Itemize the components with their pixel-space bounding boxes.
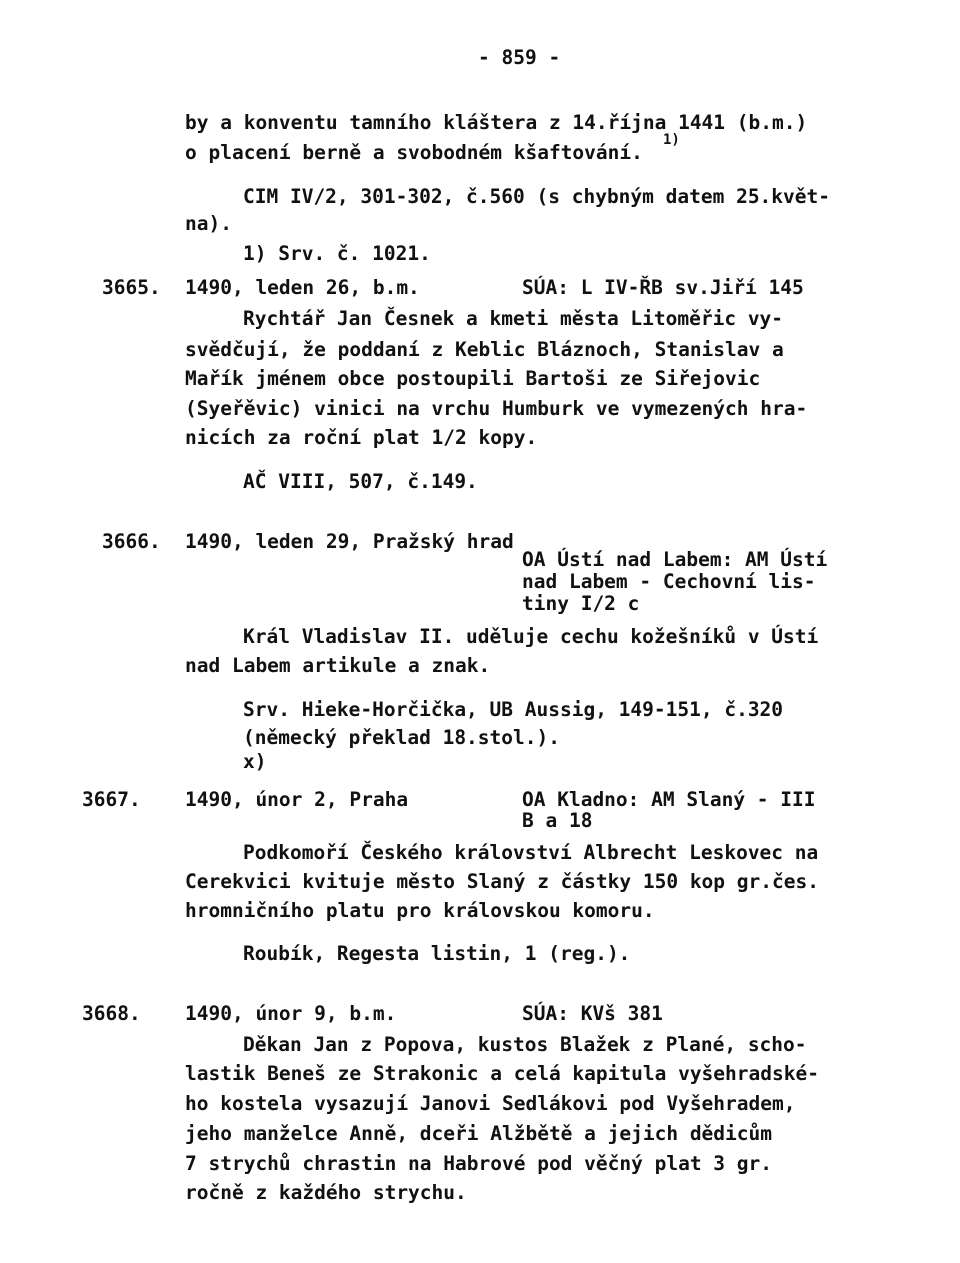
entry-text-line: nad Labem artikule a znak. bbox=[185, 654, 491, 677]
entry-reference: AČ VIII, 507, č.149. bbox=[243, 470, 478, 493]
entry-text-line: ročně z každého strychu. bbox=[185, 1181, 467, 1204]
entry-archive-line: OA Kladno: AM Slaný - III bbox=[522, 788, 816, 811]
entry-date: 1490, leden 29, Pražský hrad bbox=[185, 530, 514, 553]
entry-text-line: jeho manželce Anně, dceři Alžbětě a jejich dědicům bbox=[185, 1122, 772, 1145]
entry-text-line: Podkomoří Českého království Albrecht Leskovec na bbox=[243, 841, 819, 864]
intro-source-line: CIM IV/2, 301-302, č.560 (s chybným datem 25.květ- bbox=[243, 185, 830, 208]
entry-text-line: Cerekvici kvituje město Slaný z částky 150 kop gr.čes. bbox=[185, 870, 819, 893]
entry-number: 3666. bbox=[102, 530, 161, 553]
entry-text-line: svědčují, že poddaní z Keblic Bláznoch, Stanislav a bbox=[185, 338, 784, 361]
intro-source-line: na). bbox=[185, 212, 232, 235]
intro-text-line: o placení berně a svobodném kšaftování. bbox=[185, 141, 643, 164]
entry-text-line: lastik Beneš ze Strakonic a celá kapitula vyšehradské- bbox=[185, 1062, 819, 1085]
entry-archive-line: SÚA: KVš 381 bbox=[522, 1002, 663, 1025]
entry-text-line: Děkan Jan z Popova, kustos Blažek z Plané, scho- bbox=[243, 1033, 807, 1056]
entry-archive-line: tiny I/2 c bbox=[522, 592, 640, 615]
entry-reference: Srv. Hieke-Horčička, UB Aussig, 149-151, č.320 bbox=[243, 698, 784, 721]
entry-reference: (německý překlad 18.stol.). bbox=[243, 726, 560, 749]
intro-text-line: by a konventu tamního kláštera z 14.října 1441 (b.m.) bbox=[185, 111, 808, 134]
entry-archive-line: SÚA: L IV-ŘB sv.Jiří 145 bbox=[522, 276, 804, 299]
page-number: - 859 - bbox=[478, 46, 561, 69]
entry-archive-line: B a 18 bbox=[522, 809, 593, 832]
entry-archive-line: OA Ústí nad Labem: AM Ústí bbox=[522, 548, 828, 571]
entry-date: 1490, únor 9, b.m. bbox=[185, 1002, 397, 1025]
entry-reference: Roubík, Regesta listin, 1 (reg.). bbox=[243, 942, 631, 965]
entry-archive-line: nad Labem - Cechovní lis- bbox=[522, 570, 816, 593]
entry-text-line: nicích za roční plat 1/2 kopy. bbox=[185, 426, 538, 449]
entry-number: 3667. bbox=[82, 788, 141, 811]
entry-text-line: (Syeřěvic) vinici na vrchu Humburk ve vymezených hra- bbox=[185, 397, 808, 420]
entry-number: 3668. bbox=[82, 1002, 141, 1025]
entry-number: 3665. bbox=[102, 276, 161, 299]
intro-footnote: 1) Srv. č. 1021. bbox=[243, 242, 431, 265]
entry-reference: x) bbox=[243, 750, 267, 773]
entry-date: 1490, leden 26, b.m. bbox=[185, 276, 420, 299]
entry-text-line: 7 strychů chrastin na Habrové pod věčný plat 3 gr. bbox=[185, 1152, 772, 1175]
entry-date: 1490, únor 2, Praha bbox=[185, 788, 409, 811]
entry-text-line: hromničního platu pro královskou komoru. bbox=[185, 899, 655, 922]
entry-text-line: ho kostela vysazují Janovi Sedlákovi pod Vyšehradem, bbox=[185, 1092, 796, 1115]
entry-text-line: Mařík jménem obce postoupili Bartoši ze Siřejovic bbox=[185, 367, 761, 390]
entry-text-line: Král Vladislav II. uděluje cechu kožešníků v Ústí bbox=[243, 625, 819, 648]
entry-text-line: Rychtář Jan Česnek a kmeti města Litoměřic vy- bbox=[243, 307, 784, 330]
footnote-marker: 1) bbox=[663, 132, 680, 148]
